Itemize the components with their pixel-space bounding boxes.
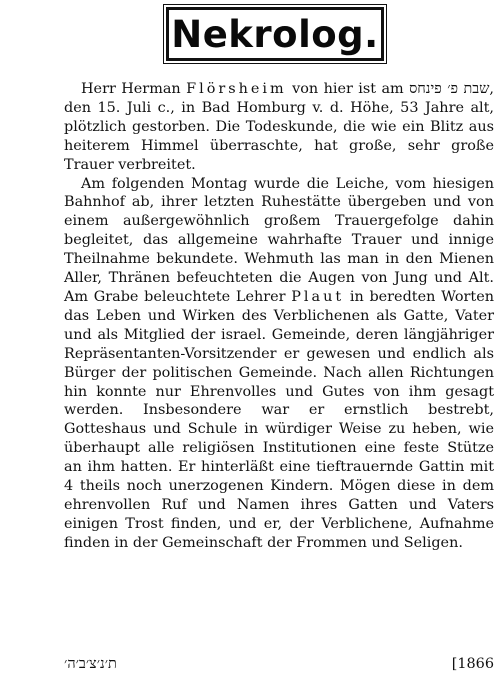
article-body — [64, 80, 494, 553]
paragraph-funeral — [64, 175, 494, 553]
deceased-name: Flörsheim — [186, 81, 287, 97]
teacher-name: Plaut — [291, 288, 345, 305]
hebrew-abbreviation: ת׳נ׳צ׳ב׳ה׳ — [64, 656, 117, 672]
article-footer — [64, 656, 494, 678]
p1-before-name: Herr Herman — [81, 81, 187, 97]
p2-after-name: in beredten Worten das Leben und Wirken des Verblichenen als Gatte, Vater und als Mitglied der israel. Gemeinde, deren längjähriger Repräsentanten-Vorsitzender er gewesen und endlich als Bürger der politischen Gemeinde. Nach allen Richtungen hin konnte nur Ehrenvolles und Gutes von ihm gesagt werden. Insbesondere war er ernstlich bestrebt, Gotteshaus und Schule in würdiger Weise zu heben, wie überhaupt alle religiösen Institutionen eine feste Stütze an ihm hatten. Er hinterläßt eine tieftrauernde Gattin mit 4 theils noch unerzogenen Kindern. Mögen diese in dem ehrenvollen Ruf und Namen ihres Gatten und Vaters einigen Trost finden, und er, der Verblichene, Aufnahme finden in der Gemeinschaft der Frommen und Seligen. — [64, 288, 494, 551]
headline-title: Nekrolog. — [171, 12, 379, 56]
headline-box — [166, 7, 384, 61]
hebrew-date: שבת פ׳ פינחס — [409, 81, 490, 97]
paragraph-death-notice — [64, 80, 494, 175]
p2-before-name: Am folgenden Montag wurde die Leiche, vom hiesigen Bahnhof ab, ihrer letzten Ruhestätte übergeben und von einem außergewöhnlich großem Trauergefolge dahin begleitet, das allgemeine wahrhafte Trauer und innige Theilnahme bekundete. Wehmuth las man in den Mienen Aller, Thränen befeuchteten die Augen von Jung und Alt. Am Grabe beleuchtete Lehrer — [64, 175, 494, 305]
p1-after-name: von hier ist am — [286, 81, 410, 97]
p1-rest: , den 15. Juli c., in Bad Homburg v. d. Höhe, 53 Jahre alt, plötzlich gestorben. Die Todeskunde, die wie ein Blitz aus heiterem Himmel überraschte, hat große, sehr große Trauer verbreitet. — [64, 81, 494, 173]
reference-number: [1866 — [451, 656, 494, 672]
